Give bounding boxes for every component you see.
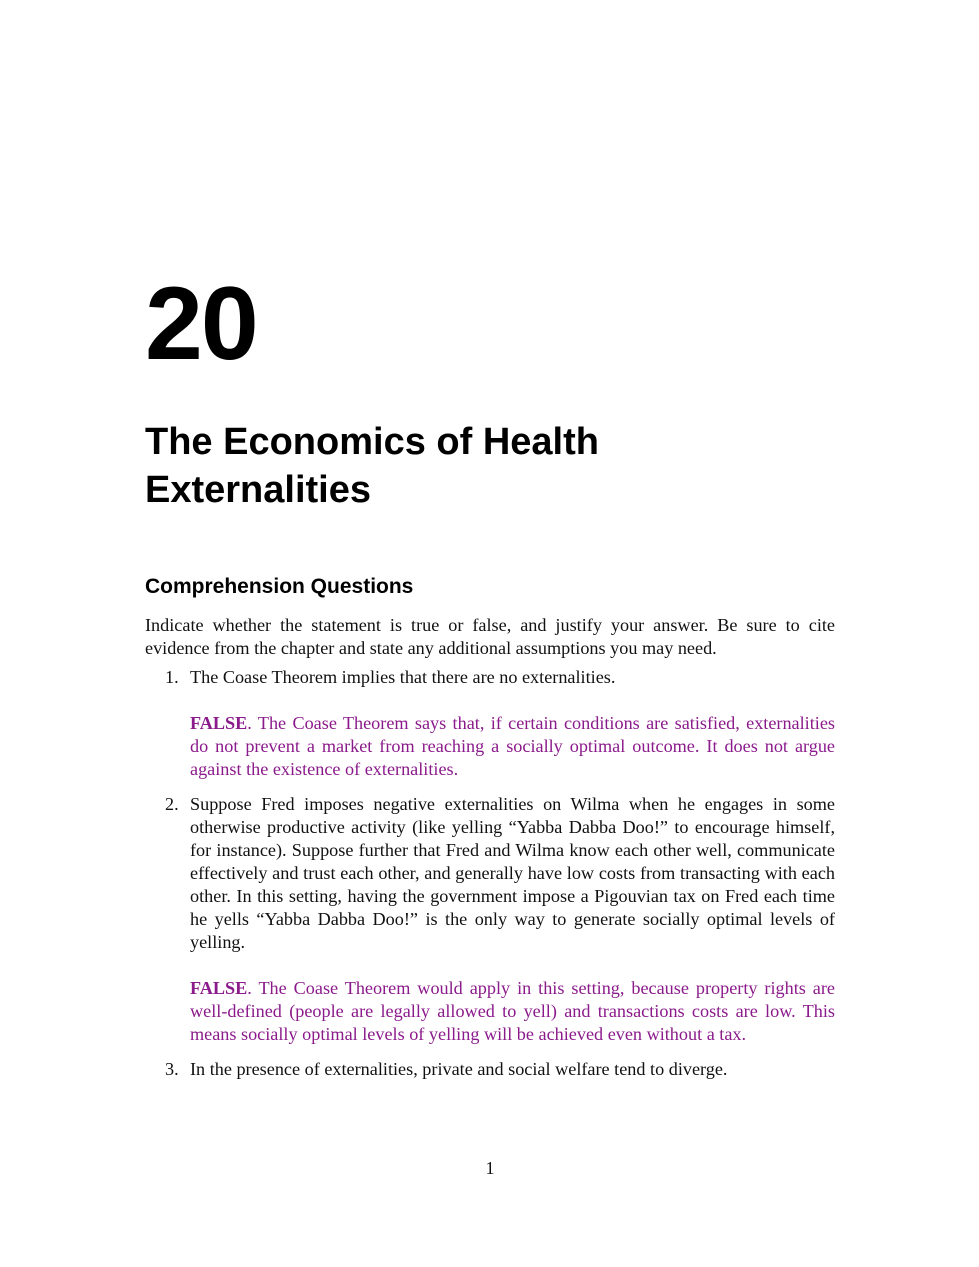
section-body [145,614,835,1093]
answer-text [190,977,835,1046]
answer-verdict: FALSE [190,978,248,998]
question-number: 3. [165,1059,179,1079]
section-intro: Indicate whether the statement is true or false, and justify your answer. Be sure to cite evidence from the chapter and state any additional assumptions you may need. [145,615,835,658]
section-heading: Comprehension Questions [145,575,414,598]
question-number: 2. [165,794,179,814]
question-list [145,666,835,1081]
page-number: 1 [485,1158,495,1178]
chapter-title: The Economics of Health Externalities [145,421,599,511]
answer-explanation: . The Coase Theorem would apply in this setting, because property rights are well-defined (people are legally allowed to yell) and transactions costs are low. This means socially optimal levels of yelling will be achieved even without a tax. [190,978,835,1044]
answer-text [190,712,835,781]
answer-verdict: FALSE [190,713,248,733]
question-item-1 [145,666,835,781]
question-text: In the presence of externalities, private and social welfare tend to diverge. [190,1059,728,1079]
question-item-2 [145,793,835,1046]
question-text: Suppose Fred imposes negative externalities on Wilma when he engages in some otherwise productive activity (like yelling “Yabba Dabba Doo!” to encourage himself, for instance). Suppose further that Fred and Wilma know each other well, communicate effectively and trust each other, and generally have low costs from transacting with each other. In this setting, having the government impose a Pigouvian tax on Fred each time he yells “Yabba Dabba Doo!” is the only way to generate socially optimal levels of yelling. [190,794,835,952]
question-item-3 [145,1058,835,1081]
answer-explanation: . The Coase Theorem says that, if certain conditions are satisfied, externalities do not prevent a market from reaching a socially optimal outcome. It does not argue against the existence of externalities. [190,713,835,779]
question-number: 1. [165,667,179,687]
question-text: The Coase Theorem implies that there are no externalities. [190,667,616,687]
chapter-number: 20 [145,266,257,382]
